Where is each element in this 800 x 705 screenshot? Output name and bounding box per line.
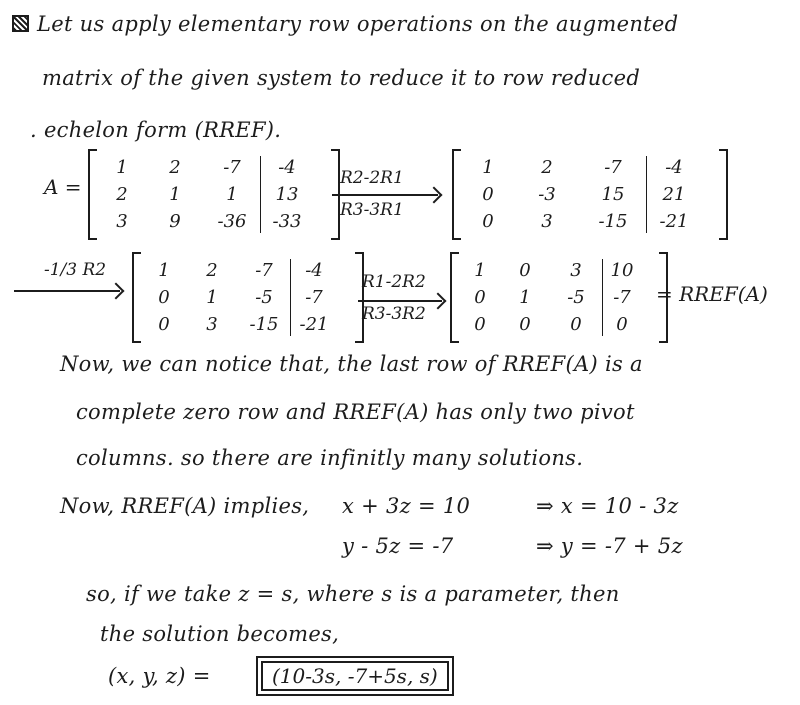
matrix-d — [450, 253, 668, 342]
matrix-row — [460, 284, 658, 311]
matrix-cell: 3 — [206, 314, 218, 335]
augmentation-bar — [290, 259, 291, 336]
parameter-line-2: the solution becomes, — [100, 622, 340, 646]
matrix-cell: 0 — [158, 287, 170, 308]
matrix-cell: 21 — [662, 184, 686, 205]
matrix-cell: 0 — [570, 314, 582, 335]
matrix-cell: -5 — [567, 287, 585, 308]
matrix-cell: 2 — [169, 157, 181, 178]
matrix-cell: 1 — [519, 287, 531, 308]
matrix-cell: -15 — [249, 314, 279, 335]
matrix-cell: 15 — [601, 184, 625, 205]
implies-lead: Now, RREF(A) implies, — [60, 494, 310, 518]
checkbox-bullet-icon — [12, 15, 29, 32]
matrix-cell: 3 — [570, 260, 582, 281]
intro-line-1: Let us apply elementary row operations on the augmented — [12, 12, 678, 36]
equation-1: x + 3z = 10 — [342, 494, 471, 518]
matrix-cell: 0 — [519, 260, 531, 281]
matrix-cell: 3 — [116, 211, 128, 232]
right-arrow-icon — [14, 290, 120, 292]
matrix-row — [98, 181, 330, 208]
matrix-cell: -33 — [272, 211, 302, 232]
matrix-cell: -7 — [305, 287, 323, 308]
intro-line-3: . echelon form (RREF). — [30, 118, 282, 142]
matrix-a-label: A = — [44, 175, 82, 199]
equation-2: y - 5z = -7 — [342, 534, 454, 558]
solution-lhs: (x, y, z) = — [108, 664, 211, 688]
matrix-cell: -7 — [223, 157, 241, 178]
augmentation-bar — [260, 156, 261, 233]
operation-2-label: -1/3 R2 — [44, 260, 107, 280]
result-1: ⇒ x = 10 - 3z — [536, 494, 679, 518]
matrix-a — [88, 150, 340, 239]
matrix-cell: 1 — [226, 184, 238, 205]
matrix-row — [462, 208, 718, 235]
matrix-cell: 2 — [206, 260, 218, 281]
matrix-row — [142, 311, 354, 338]
matrix-cell: 0 — [474, 287, 486, 308]
matrix-cell: 0 — [482, 211, 494, 232]
explanation-line-1: Now, we can notice that, the last row of RREF(A) is a — [60, 352, 643, 376]
matrix-row — [98, 208, 330, 235]
matrix-cell: -4 — [665, 157, 683, 178]
matrix-b — [452, 150, 728, 239]
right-arrow-icon — [332, 194, 438, 196]
matrix-row — [462, 181, 718, 208]
matrix-cell: 1 — [474, 260, 486, 281]
matrix-row — [142, 257, 354, 284]
solution-answer-box: (10-3s, -7+5s, s) — [256, 656, 454, 696]
matrix-cell: -7 — [613, 287, 631, 308]
augmentation-bar — [646, 156, 647, 233]
matrix-cell: -21 — [659, 211, 689, 232]
rref-label: = RREF(A) — [656, 282, 768, 306]
matrix-cell: -3 — [538, 184, 556, 205]
explanation-line-3: columns. so there are infinitly many solutions. — [76, 446, 584, 470]
matrix-cell: -5 — [255, 287, 273, 308]
matrix-cell: 0 — [616, 314, 628, 335]
operation-1-bottom: R3-3R1 — [340, 200, 404, 220]
matrix-cell: 0 — [519, 314, 531, 335]
matrix-row — [462, 154, 718, 181]
matrix-cell: 13 — [275, 184, 299, 205]
matrix-cell: 2 — [116, 184, 128, 205]
matrix-cell: -36 — [217, 211, 247, 232]
matrix-cell: 1 — [206, 287, 218, 308]
matrix-cell: 0 — [482, 184, 494, 205]
matrix-cell: -15 — [598, 211, 628, 232]
matrix-cell: 0 — [158, 314, 170, 335]
augmentation-bar — [602, 259, 603, 336]
matrix-cell: -21 — [299, 314, 329, 335]
matrix-cell: 9 — [169, 211, 181, 232]
matrix-cell: 1 — [158, 260, 170, 281]
matrix-cell: 3 — [541, 211, 553, 232]
matrix-row — [142, 284, 354, 311]
explanation-line-2: complete zero row and RREF(A) has only two pivot — [76, 400, 635, 424]
matrix-cell: 0 — [474, 314, 486, 335]
matrix-c — [132, 253, 364, 342]
operation-1-top: R2-2R1 — [340, 168, 404, 188]
matrix-cell: 10 — [610, 260, 634, 281]
matrix-cell: 1 — [482, 157, 494, 178]
matrix-cell: -4 — [278, 157, 296, 178]
parameter-line-1: so, if we take z = s, where s is a parameter, then — [86, 582, 620, 606]
matrix-cell: 2 — [541, 157, 553, 178]
matrix-cell: 1 — [169, 184, 181, 205]
matrix-cell: 1 — [116, 157, 128, 178]
operation-3-top: R1-2R2 — [362, 272, 426, 292]
matrix-cell: -7 — [255, 260, 273, 281]
right-arrow-icon — [358, 300, 442, 302]
operation-3-bottom: R3-3R2 — [362, 304, 426, 324]
matrix-row — [460, 311, 658, 338]
matrix-cell: -4 — [305, 260, 323, 281]
result-2: ⇒ y = -7 + 5z — [536, 534, 683, 558]
matrix-cell: -7 — [604, 157, 622, 178]
matrix-row — [98, 154, 330, 181]
matrix-row — [460, 257, 658, 284]
intro-line-2: matrix of the given system to reduce it to row reduced — [42, 66, 641, 90]
